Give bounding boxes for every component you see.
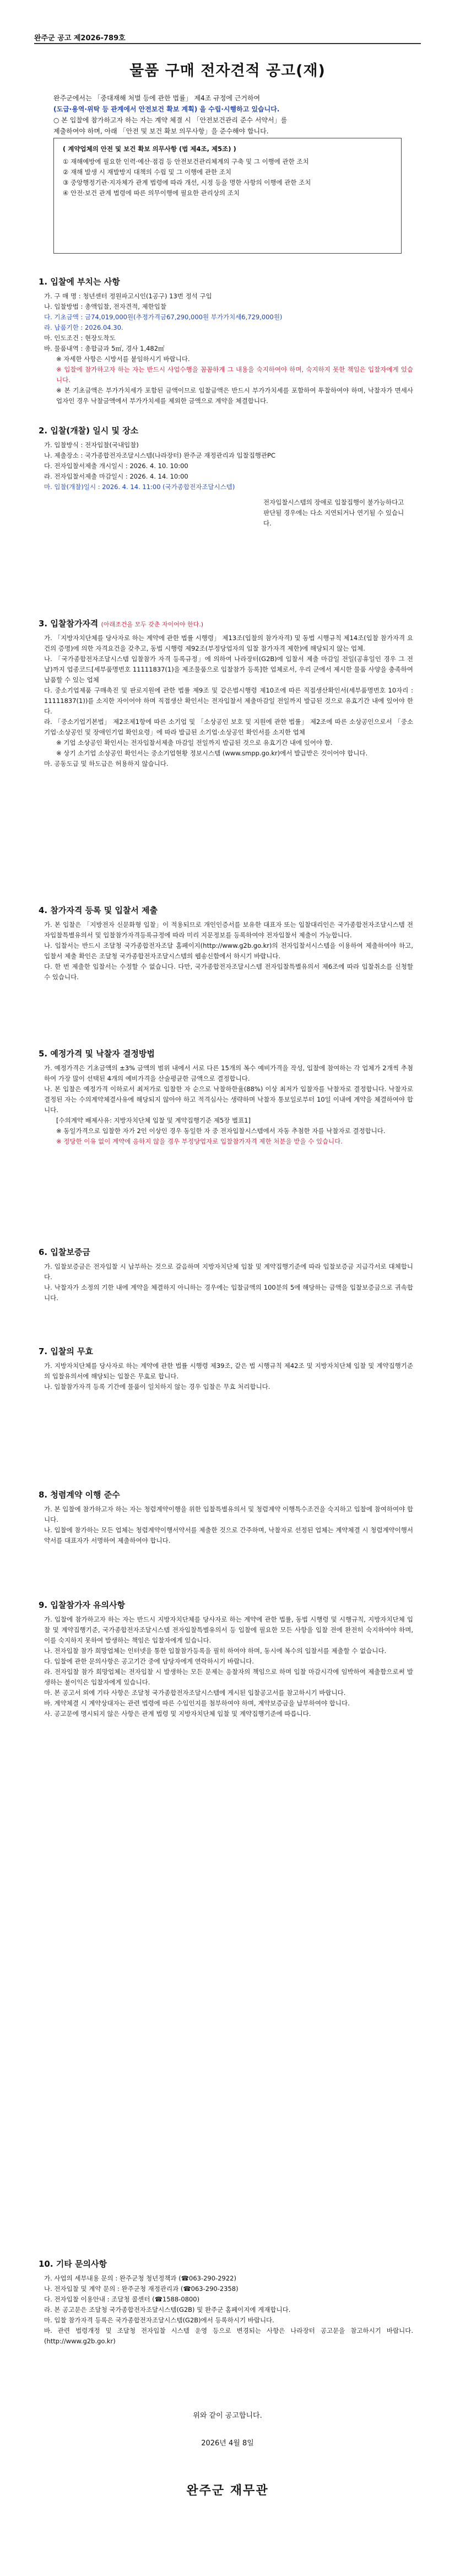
section-1-line: 다. 기초금액 : 금74,019,000원(추정가격금67,290,000원 부가가치세6,729,000원) xyxy=(44,313,283,321)
intro-line-2: (도급·용역·위탁 등 관계에서 안전보건 확보 계획) 을 수립·시행하고 있습니다. xyxy=(53,105,280,113)
section-3-line: 나. 「국가종합전자조달시스템 입찰참가 자격 등록규정」에 의하여 나라장터(G2B)에 입찰서 제출 마감일 전일(공휴일인 경우 그 전날)까지 업종코드[세부품명번호 11111837(1)을 제조물품으로 입찰참가 등록]한 업체로서, 우리 군에서 제시한 물품 사양을 충족하여 납품할 수 있는 업체 xyxy=(44,655,413,684)
obligation-item: ③ 중앙행정기관·지자체가 관계 법령에 따라 개선, 시정 등을 명한 사항의 이행에 관한 조치 xyxy=(63,179,311,186)
section-3-heading xyxy=(39,618,203,629)
section-3-line: ※ 기업 소상공인 확인서는 전자입찰서제출 마감일 전일까지 발급된 것으로 유효기간 내에 있어야 함. xyxy=(56,739,333,747)
section-8-body xyxy=(44,1504,413,1546)
section-6-line: 가. 입찰보증금은 전자입찰 시 납부하는 것으로 갈음하며 지방자치단체 입찰 및 계약집행기준에 따라 입찰보증금 지급각서로 대체합니다. xyxy=(44,1263,413,1281)
top-divider xyxy=(34,43,421,44)
section-7-line: 가. 지방자치단체를 당사자로 하는 계약에 관한 법률 시행령 제39조, 같은 법 시행규칙 제42조 및 지방자치단체 입찰 및 계약집행기준의 입찰유의서에 해당되는 입찰은 무효로 합니다. xyxy=(44,1362,413,1380)
section-3-line: 마. 공동도급 및 하도급은 허용하지 않습니다. xyxy=(44,760,169,768)
section-5-heading: 5. 예정가격 및 낙찰자 결정방법 xyxy=(39,1049,155,1059)
section-1-line: 나. 입찰방법 : 총액입찰, 전자견적, 제한입찰 xyxy=(44,303,166,310)
section-2-line: 다. 전자입찰서제출 개시일시 : 2026. 4. 10. 10:00 xyxy=(44,462,188,470)
section-10-line: 가. 사업의 세부내용 문의 : 완주군청 청년정책과 (☎063-290-2922) xyxy=(44,2274,236,2282)
section-5-line: 가. 예정가격은 기초금액의 ±3% 금액의 범위 내에서 서로 다른 15개의 복수 예비가격을 작성, 입찰에 참여하는 각 업체가 2개씩 추첨하여 가장 많이 선택된 4개의 예비가격을 산술평균한 금액으로 결정합니다. xyxy=(44,1064,413,1082)
section-6-body xyxy=(44,1262,413,1303)
section-6-line: 나. 낙찰자가 소정의 기한 내에 계약을 체결하지 아니하는 경우에는 입찰금액의 100분의 5에 해당하는 금액을 입찰보증금으로 귀속합니다. xyxy=(44,1284,413,1302)
section-3-heading-note: (아래조건을 모두 갖춘 자이어야 한다.) xyxy=(101,621,204,628)
section-2-line: 나. 제출장소 : 국가종합전자조달시스템(나라장터) 완주군 재정관리과 입찰집행관PC xyxy=(44,452,275,459)
obligation-item: ④ 안전·보건 관계 법령에 따른 의무이행에 필요한 관리상의 조치 xyxy=(63,189,240,197)
section-1-line: ※ 입찰에 참가하고자 하는 자는 반드시 사업수행을 꼼꼼하게 그 내용을 숙지하여야 하며, 숙지하지 못한 책임은 입찰자에게 있습니다. xyxy=(56,366,413,384)
section-5-line: ※ 동일가격으로 입찰한 자가 2인 이상인 경우 동일한 자 중 전자입찰시스템에서 자동 추첨한 자를 낙찰자로 결정합니다. xyxy=(56,1127,386,1135)
section-2-note xyxy=(263,497,411,543)
notice-date: 2026년 4월 8일 xyxy=(201,2439,254,2448)
section-2-body xyxy=(44,440,413,492)
section-8-heading: 8. 청렴계약 이행 준수 xyxy=(39,1490,120,1500)
section-2-note-text: 전자입찰시스템의 장애로 입찰집행이 불가능하다고 판단될 경우에는 다소 지연되거나 연기될 수 있습니다. xyxy=(263,498,404,527)
section-3-line: 가. 「지방자치단체를 당사자로 하는 계약에 관한 법률 시행령」 제13조(입찰의 참가자격) 및 동법 시행규칙 제14조(입찰 참가자격 요건의 증명)에 의한 자격요건을 갖추고, 동법 시행령 제92조(부정당업자의 입찰 참가자격 제한)에 해당되지 않는 업체. xyxy=(44,634,413,652)
section-3-line: ※ 상기 소기업 소상공인 확인서는 중소기업현황 정보시스템 (www.smpp.go.kr)에서 발급받은 것이어야 합니다. xyxy=(56,749,368,757)
intro-line-3: ○ 본 입찰에 참가하고자 하는 자는 계약 체결 시 「안전보건관리 준수 서약서」를 xyxy=(53,116,288,124)
section-1-line: 바. 물품내역 : 총합금과 5㎡, 경사 1,482㎡ xyxy=(44,345,165,352)
section-5-line: ※ 정당한 이유 없이 계약에 응하지 않을 경우 부정당업자로 입찰참가자격 제한 처분을 받을 수 있습니다. xyxy=(56,1137,343,1145)
section-1-line: 라. 납품기한 : 2026.04.30. xyxy=(44,324,123,331)
section-10-body xyxy=(44,2273,413,2347)
section-2-line: 마. 입찰(개찰)일시 : 2026. 4. 14. 11:00 (국가종합전자조달시스템) xyxy=(44,483,235,491)
section-1-line: 가. 구 매 명 : 청년센터 정원파고시인(1공구) 13번 정석 구입 xyxy=(44,292,212,300)
section-9-heading: 9. 입찰참가자 유의사항 xyxy=(39,1600,125,1610)
section-9-line: 마. 본 공고서 외에 기타 사항은 조달청 국가종합전자조달시스템에 게시된 입찰공고서를 참고하시기 바랍니다. xyxy=(44,1689,346,1697)
section-1-heading: 1. 입찰에 부치는 사항 xyxy=(39,277,120,287)
section-2-line: 가. 입찰방식 : 전자입찰(국내입찰) xyxy=(44,441,139,449)
section-1-line: 마. 인도조건 : 현장도착도 xyxy=(44,334,116,342)
section-8-line: 나. 입찰에 참가하는 모든 업체는 청렴계약이행서약서를 제출한 것으로 간주하며, 낙찰자로 선정된 업체는 계약체결 시 청렴계약이행서약서를 대표자가 서명하여 제출하여야 합니다. xyxy=(44,1526,413,1544)
section-10-line: 라. 본 공고문은 조달청 국가종합전자조달시스템(G2B) 및 완주군 홈페이지에 게재합니다. xyxy=(44,2306,291,2314)
section-10-line: 다. 전자입찰 이용안내 : 조달청 콜센터 (☎1588-0800) xyxy=(44,2295,200,2303)
section-4-line: 다. 한 번 제출한 입찰서는 수정할 수 없습니다. 다만, 국가종합전자조달시스템 전자입찰특별유의서 제6조에 따라 입찰취소를 신청할 수 있습니다. xyxy=(44,963,413,981)
section-2-heading: 2. 입찰(개찰) 일시 및 장소 xyxy=(39,426,139,436)
section-1-body xyxy=(44,291,413,406)
section-9-line: 다. 입찰에 관한 문의사항은 공고기간 중에 담당자에게 연락하시기 바랍니다. xyxy=(44,1657,254,1665)
section-8-line: 가. 본 입찰에 참가하고자 하는 자는 청렴계약이행을 위한 입찰특별유의서 및 청렴계약 이행특수조건을 숙지하고 입찰에 참여하여야 합니다. xyxy=(44,1505,413,1523)
page-title: 물품 구매 전자견적 공고(재) xyxy=(129,62,326,79)
section-4-line: 가. 본 입찰은 「지방전자 신문화형 입찰」이 적용되므로 개인인증서를 보유한 대표자 또는 입찰대리인은 국가종합전자조달시스템 전자입찰특별유의서 및 입찰참가자격등록규정에 따라 미리 지문정보를 등록하여야 전자입찰서 제출이 가능합니다. xyxy=(44,921,413,939)
obligations-list xyxy=(63,157,392,198)
section-10-heading: 10. 기타 문의사항 xyxy=(39,2259,107,2269)
section-3-line: 라. 「중소기업기본법」 제2조제1항에 따른 소기업 및 「소상공인 보호 및 지원에 관한 법률」 제2조에 따른 소상공인으로서 「중소기업·소상공인 및 장애인기업 확인요령」에 따라 발급된 소기업·소상공인 확인서를 소지한 업체 xyxy=(44,718,413,736)
obligation-item: ② 재해 발생 시 재발방지 대책의 수립 및 그 이행에 관한 조치 xyxy=(63,168,232,176)
section-3-line: 다. 중소기업제품 구매촉진 및 판로지원에 관한 법률 제9조 및 같은법시행령 제10조에 따른 직접생산확인서(세부품명번호 10자리 : 11111837(1))를 소지한 자이어야 하며 직접생산 확인서는 전자입찰서 제출마감일 전일까지 발급된 것으로 유효기간 내에 있어야 한다. xyxy=(44,686,413,715)
intro-line-4: 제출하여야 하며, 아래 「안전 및 보건 확보 의무사항」을 준수해야 합니다. xyxy=(53,127,269,135)
section-7-line: 나. 입찰참가자격 등록 기간에 물품이 일치하지 않는 경우 입찰은 무효 처리합니다. xyxy=(44,1383,270,1391)
section-9-body xyxy=(44,1614,413,1719)
section-1-line: ※ 자세한 사항은 시방서를 붙임하시기 바랍니다. xyxy=(56,355,190,363)
section-9-line: 라. 전자입찰 참가 희망업체는 전자입찰 시 발생하는 모든 문제는 응찰자의 책임으로 하며 입찰 마감시각에 임박하여 제출함으로써 발생하는 불이익은 입찰자에게 있습니다. xyxy=(44,1668,413,1686)
section-9-line: 가. 입찰에 참가하고자 하는 자는 반드시 지방자치단체를 당사자로 하는 계약에 관한 법률, 동법 시행령 및 시행규칙, 지방자치단체 입찰 및 계약집행기준, 국가종합전자조달시스템 전자입찰특별유의서 등 입찰에 필요한 모든 사항을 입찰 전에 완전히 숙지하여야 하며, 이를 숙지하지 못하여 발생하는 책임은 입찰자에게 있습니다. xyxy=(44,1616,413,1644)
section-5-line: 나. 본 입찰은 예정가격 이하로서 최저가로 입찰한 자 순으로 낙찰하한율(88%) 이상 최저가 입찰자를 낙찰자로 결정합니다. 낙찰자로 결정된 자는 수의계약체결사유에 해당되지 않아야 하고 적격심사는 생략하며 낙찰자 통보일로부터 10일 이내에 계약을 체결하여야 합니다. xyxy=(44,1085,413,1114)
obligation-item: ① 재해예방에 필요한 인력·예산·점검 등 안전보건관리체계의 구축 및 그 이행에 관한 조치 xyxy=(63,158,309,165)
section-2-line: 라. 전자입찰서제출 마감일시 : 2026. 4. 14. 10:00 xyxy=(44,473,188,480)
closing-line: 위와 같이 공고합니다. xyxy=(193,2412,262,2420)
section-7-heading: 7. 입찰의 무효 xyxy=(39,1346,94,1356)
section-3-heading-text: 3. 입찰참가자격 xyxy=(39,619,99,629)
notice-number: 완주군 공고 제2026-789호 xyxy=(34,34,126,42)
section-4-body xyxy=(44,920,413,983)
intro-paragraph xyxy=(53,93,402,137)
section-7-body xyxy=(44,1361,413,1392)
section-10-line: 바. 관련 법령개정 및 조달청 전자입찰 시스템 운영 등으로 변경되는 사항은 나라장터 공고문을 참고하시기 바랍니다. (http://www.g2b.go.kr) xyxy=(44,2327,413,2345)
section-6-heading: 6. 입찰보증금 xyxy=(39,1247,90,1257)
obligations-box xyxy=(53,138,402,254)
section-3-body xyxy=(44,633,413,769)
section-5-body xyxy=(44,1063,413,1147)
section-5-line: [수의계약 배제사유: 지방자치단체 입찰 및 계약집행기준 제5장 별표1] xyxy=(56,1117,251,1124)
section-4-heading: 4. 참가자격 등록 및 입찰서 제출 xyxy=(39,905,158,915)
section-1-line: ※ 본 기초금액은 부가가치세가 포함된 금액이므로 입찰금액은 반드시 부가가치세를 포함하여 투찰하여야 하며, 낙찰자가 면세사업자인 경우 낙찰금액에서 부가가치세를 제외한 금액으로 계약을 체결합니다. xyxy=(56,387,413,405)
section-4-line: 나. 입찰서는 반드시 조달청 국가종합전자조달 홈페이지(http://www.g2b.go.kr)의 전자입찰서시스템을 이용하여 제출하여야 하고, 입찰서 제출 확인은 조달청 국가종합전자조달시스템의 웹송신함에서 하시기 바랍니다. xyxy=(44,942,413,960)
intro-line-1: 완주군에서는 「중대재해 처벌 등에 관한 법률」 제4조 규정에 근거하여 xyxy=(53,94,261,102)
section-10-line: 나. 전자입찰 및 계약 문의 : 완주군청 재정관리과 (☎063-290-2358) xyxy=(44,2285,239,2293)
section-10-line: 마. 입찰 참가자격 등록은 국가종합전자조달시스템(G2B)에서 등록하시기 바랍니다. xyxy=(44,2316,274,2324)
obligations-box-title: ( 계약업체의 안전 및 보건 확보 의무사항 (법 제4조, 제5조) ) xyxy=(63,145,236,153)
issuing-organization: 완주군 재무관 xyxy=(186,2484,269,2498)
section-9-line: 나. 전자입찰 참가 희망업체는 인터넷을 통한 입찰참가등록을 필히 하여야 하며, 동시에 복수의 입찰서를 제출할 수 없습니다. xyxy=(44,1647,387,1655)
section-9-line: 사. 공고문에 명시되지 않은 사항은 관계 법령 및 지방자치단체 입찰 및 계약집행기준에 따릅니다. xyxy=(44,1710,311,1718)
section-9-line: 바. 계약체결 시 계약상대자는 관련 법령에 따른 수입인지를 첨부하여야 하며, 계약보증금을 납부하여야 합니다. xyxy=(44,1699,350,1707)
